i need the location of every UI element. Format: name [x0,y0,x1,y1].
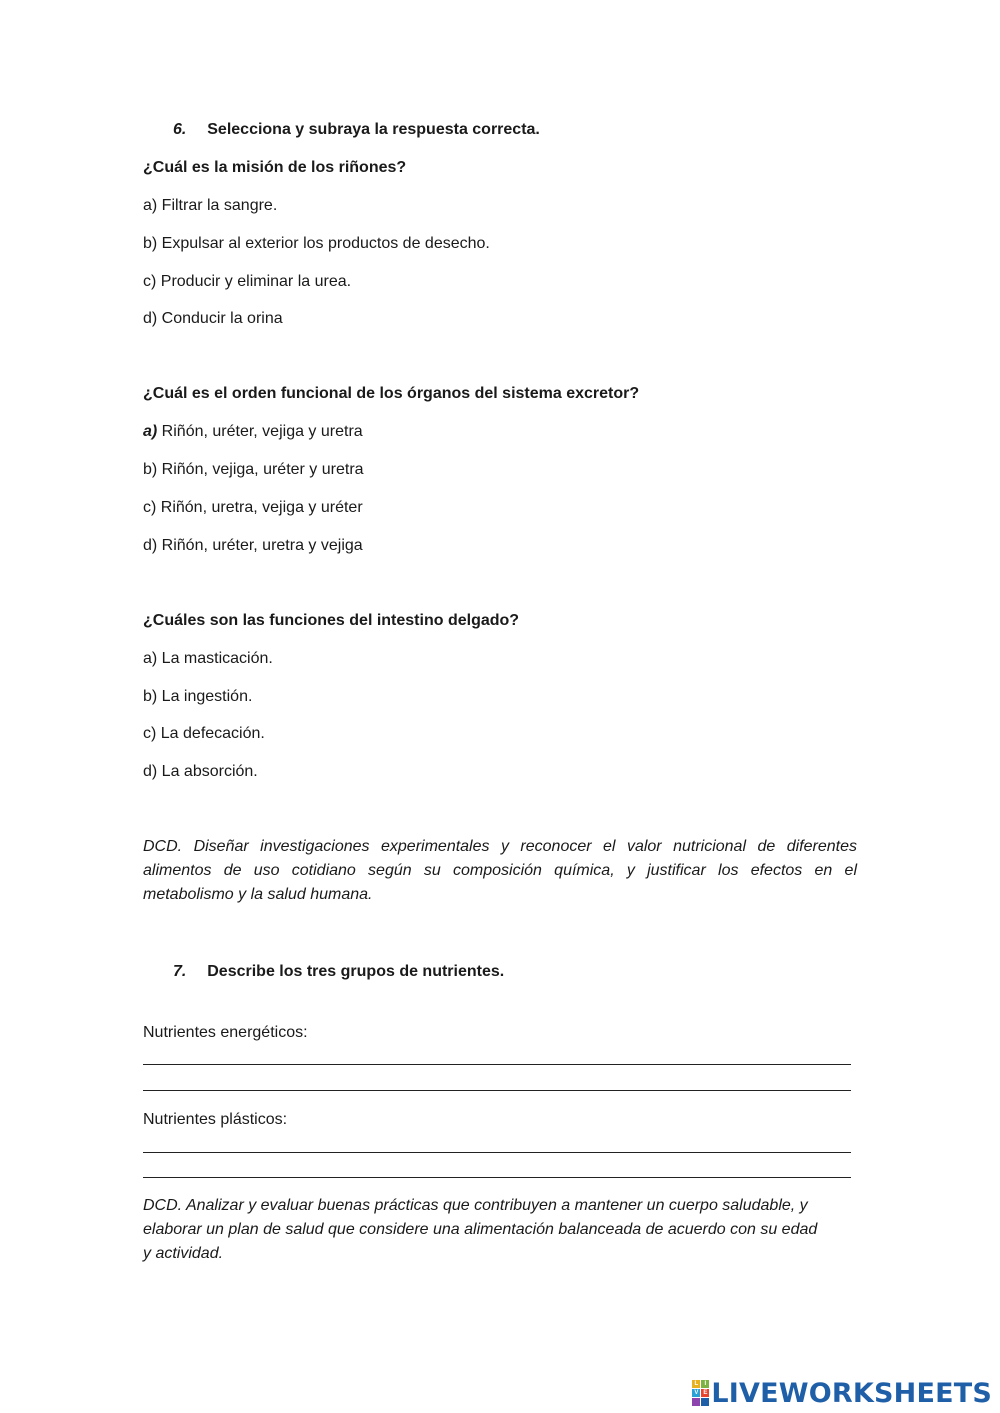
question-title: Describe los tres grupos de nutrientes. [207,963,505,980]
answer-option[interactable]: d) La absorción. [143,763,258,780]
answer-option[interactable]: d) Riñón, uréter, uretra y vejiga [143,537,363,554]
logo-squares-icon [692,1380,709,1406]
answer-option[interactable]: c) La defecación. [143,725,265,742]
dcd-line: elaborar un plan de salud que considere una alimentación balanceada de acuerdo con su edad [143,1221,818,1238]
logo-square: I [701,1380,709,1388]
dcd-paragraph [143,835,857,907]
answer-option[interactable]: c) Producir y eliminar la urea. [143,273,352,290]
answer-option[interactable]: a) Filtrar la sangre. [143,197,278,214]
question-7-heading [173,962,504,982]
question-number: 7. [173,963,187,980]
logo-square [692,1398,700,1406]
subquestion-prompt: ¿Cuál es el orden funcional de los órganos del sistema excretor? [143,385,640,402]
dcd-line: y actividad. [143,1245,224,1262]
dcd-line: DCD. Analizar y evaluar buenas prácticas que contribuyen a mantener un cuerpo saludable, y [143,1197,808,1214]
option-label: a) [143,423,158,440]
option-text: Riñón, uréter, vejiga y uretra [157,423,363,440]
answer-option[interactable]: b) La ingestión. [143,688,253,705]
label-nutrientes-plasticos: Nutrientes plásticos: [143,1111,288,1128]
logo-text: LIVEWORKSHEETS [711,1377,992,1409]
answer-line[interactable] [143,1152,851,1153]
answer-option[interactable]: a) La masticación. [143,650,273,667]
dcd-line: DCD. Diseñar investigaciones experimentales y reconocer el valor nutricional de diferentes [143,838,857,855]
dcd-line: alimentos de uso cotidiano según su composición química, y justificar los efectos en el [143,862,857,879]
question-6-heading [173,120,540,140]
answer-line[interactable] [143,1090,851,1091]
answer-option[interactable] [143,422,363,442]
dcd-paragraph [143,1194,857,1266]
dcd-line: metabolismo y la salud humana. [143,886,373,903]
subquestion-prompt: ¿Cuáles son las funciones del intestino delgado? [143,612,520,629]
answer-line[interactable] [143,1064,851,1065]
label-nutrientes-energeticos: Nutrientes energéticos: [143,1024,308,1041]
question-number: 6. [173,121,187,138]
liveworksheets-logo [692,1378,992,1408]
answer-option[interactable]: b) Expulsar al exterior los productos de desecho. [143,235,490,252]
subquestion-prompt: ¿Cuál es la misión de los riñones? [143,159,407,176]
question-title: Selecciona y subraya la respuesta correcta. [207,121,540,138]
logo-square: E [703,1390,708,1396]
logo-square [701,1398,709,1406]
answer-line[interactable] [143,1177,851,1178]
answer-option[interactable]: d) Conducir la orina [143,310,283,327]
answer-option[interactable]: c) Riñón, uretra, vejiga y uréter [143,499,363,516]
logo-square: L [692,1380,700,1388]
answer-option[interactable]: b) Riñón, vejiga, uréter y uretra [143,461,364,478]
logo-square: V [694,1390,699,1396]
